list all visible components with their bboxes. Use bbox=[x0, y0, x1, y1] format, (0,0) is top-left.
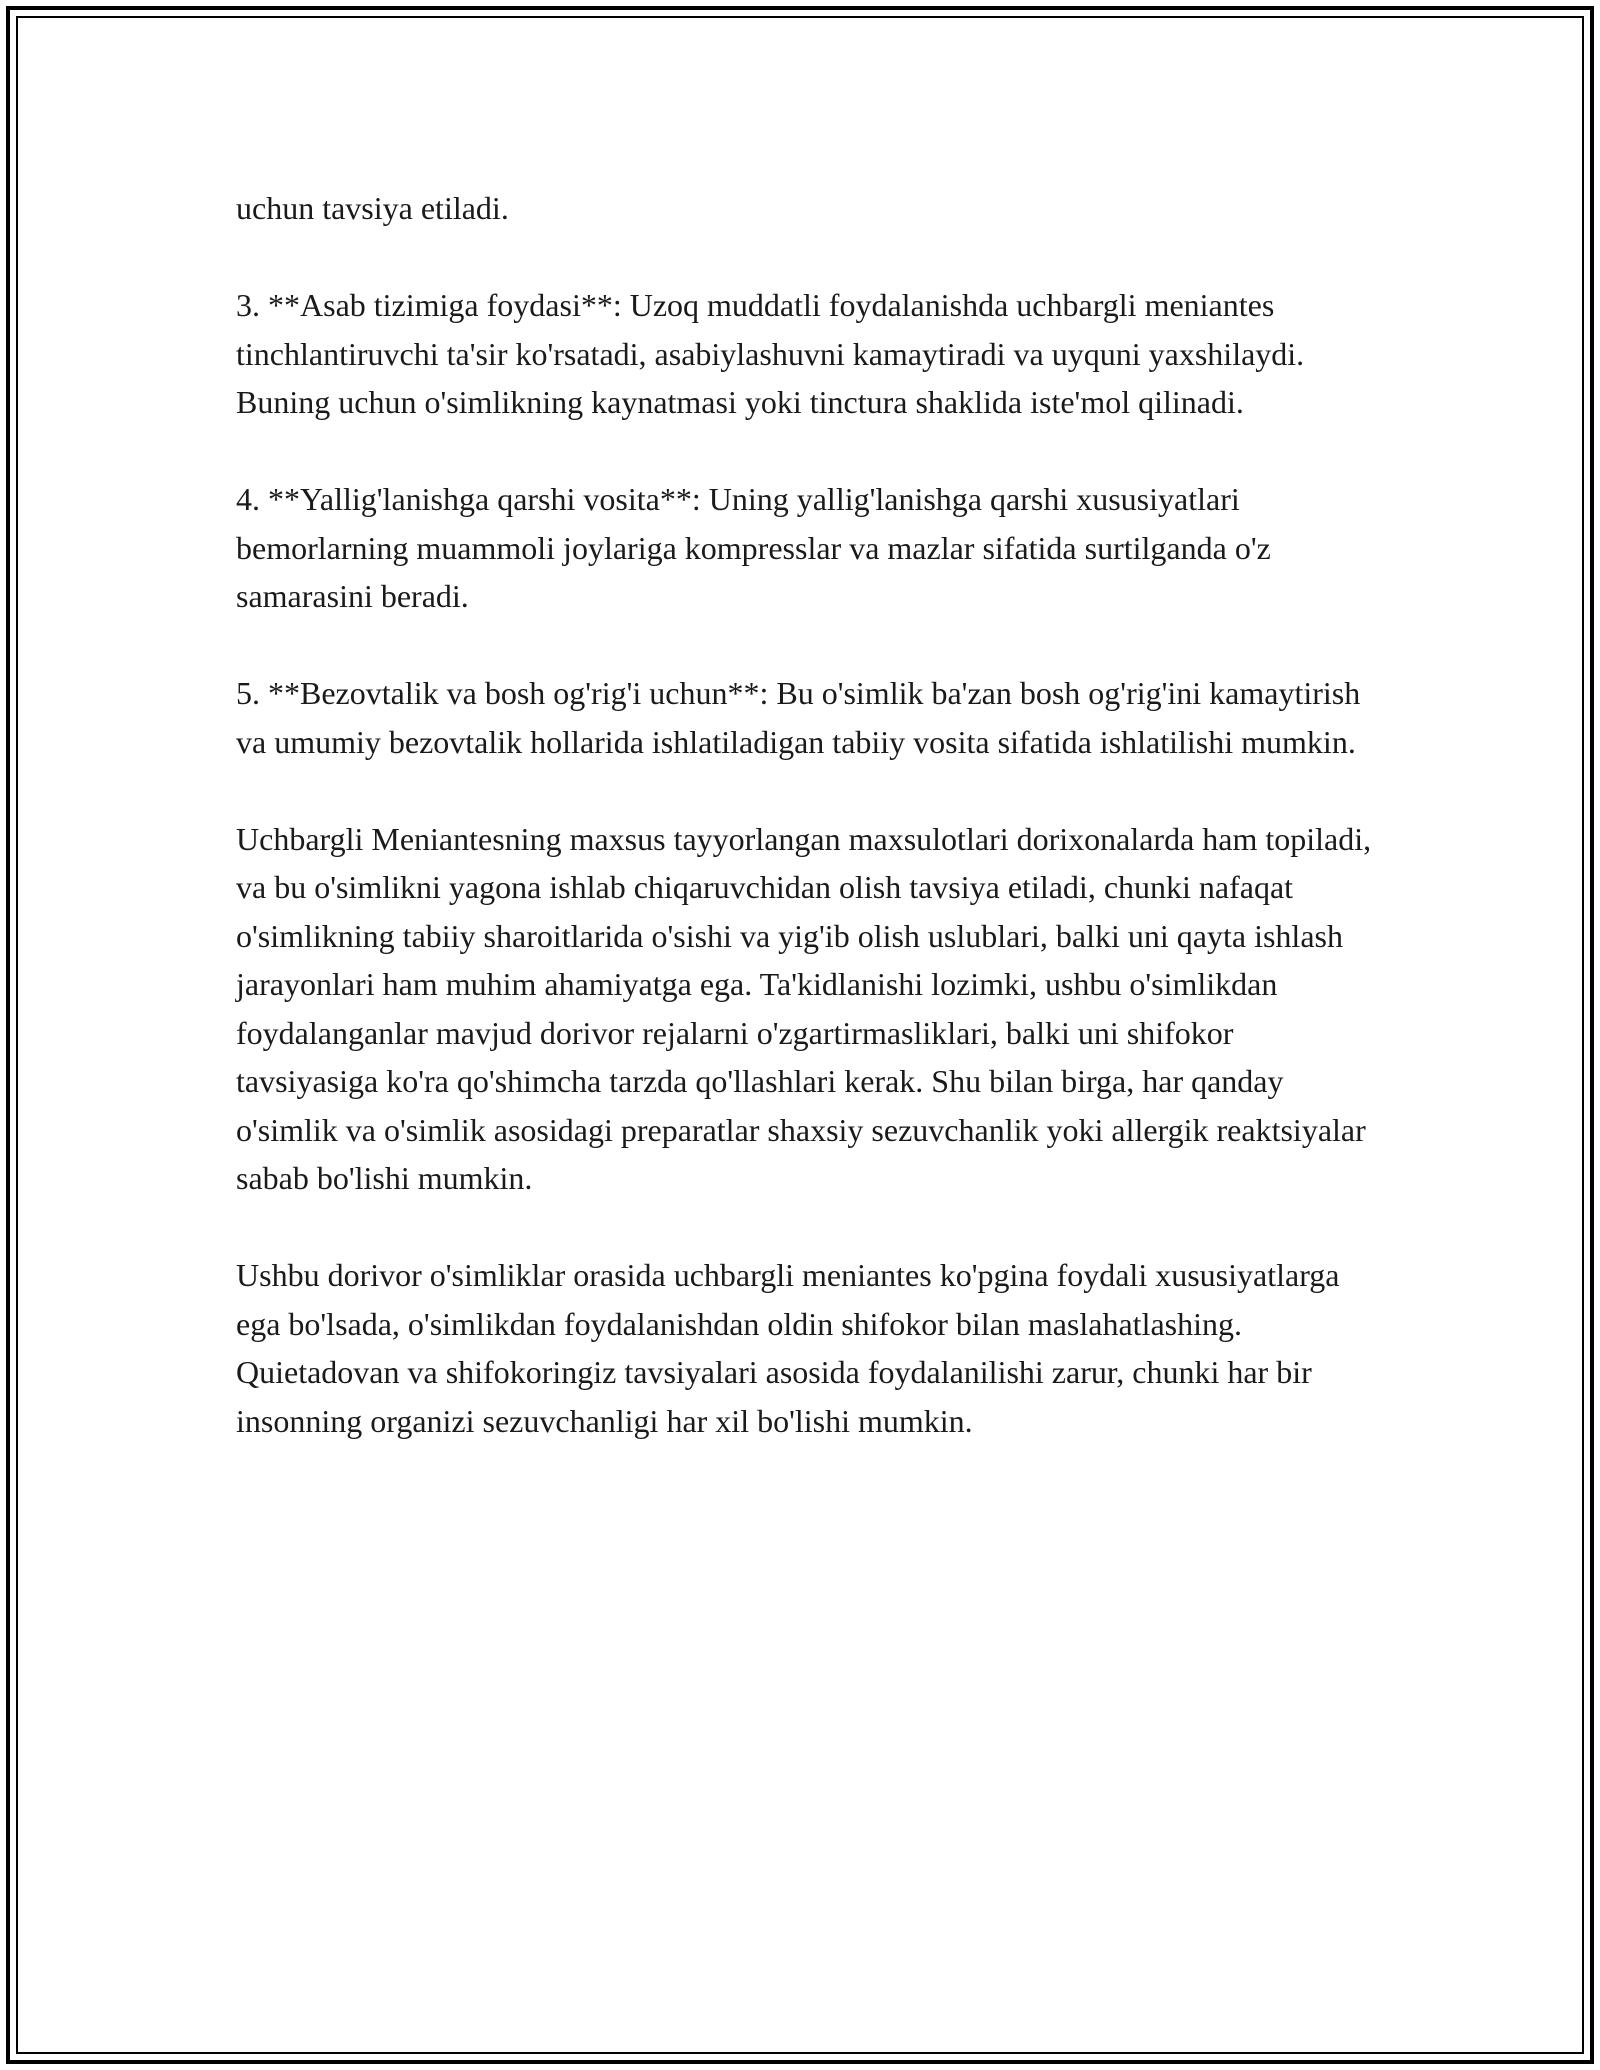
paragraph-consultation-advice: Ushbu dorivor o'simliklar orasida uchbargli meniantes ko'pgina foydali xususiyatlarga ega bo'lsada, o'simlikdan foydalanishdan oldin shifokor bilan maslahatlashing. Quietadovan va shifokoringiz tavsiyalari asosida foydalanilishi zarur, chunki har bir insonning organizi sezuvchanligi har xil bo'lishi mumkin. bbox=[236, 1257, 1340, 1439]
paragraph-item-4-anti-inflammatory: 4. **Yallig'lanishga qarshi vosita**: Uning yallig'lanishga qarshi xususiyatlari bemorlarning muammoli joylariga kompresslar va mazlar sifatida surtilganda o'z samarasini beradi. bbox=[236, 481, 1271, 614]
document-body bbox=[236, 184, 1376, 1494]
paragraph-item-3-nervous-system: 3. **Asab tizimiga foydasi**: Uzoq muddatli foydalanishda uchbargli meniantes tinchlantiruvchi ta'sir ko'rsatadi, asabiylashuvni kamaytiradi va uyquni yaxshilaydi. Buning uchun o'simlikning kaynatmasi yoki tinctura shaklida iste'mol qilinadi. bbox=[236, 287, 1305, 420]
paragraph-continuation: uchun tavsiya etiladi. bbox=[236, 190, 509, 226]
paragraph-pharmacy-products: Uchbargli Meniantesning maxsus tayyorlangan maxsulotlari dorixonalarda ham topiladi, va bu o'simlikni yagona ishlab chiqaruvchidan olish tavsiya etiladi, chunki nafaqat o'simlikning tabiiy sharoitlarida o'sishi va yig'ib olish uslublari, balki uni qayta ishlash jarayonlari ham muhim ahamiyatga ega. Ta'kidlanishi lozimki, ushbu o'simlikdan foydalanganlar mavjud dorivor rejalarni o'zgartirmasliklari, balki uni shifokor tavsiyasiga ko'ra qo'shimcha tarzda qo'llashlari kerak. Shu bilan birga, har qanday o'simlik va o'simlik asosidagi preparatlar shaxsiy sezuvchanlik yoki allergik reaktsiyalar sabab bo'lishi mumkin. bbox=[236, 820, 1372, 1196]
paragraph-item-5-headache: 5. **Bezovtalik va bosh og'rig'i uchun**: Bu o'simlik ba'zan bosh og'rig'ini kamaytirish va umumiy bezovtalik hollarida ishlatiladigan tabiiy vosita sifatida ishlatilishi mumkin. bbox=[236, 675, 1361, 760]
